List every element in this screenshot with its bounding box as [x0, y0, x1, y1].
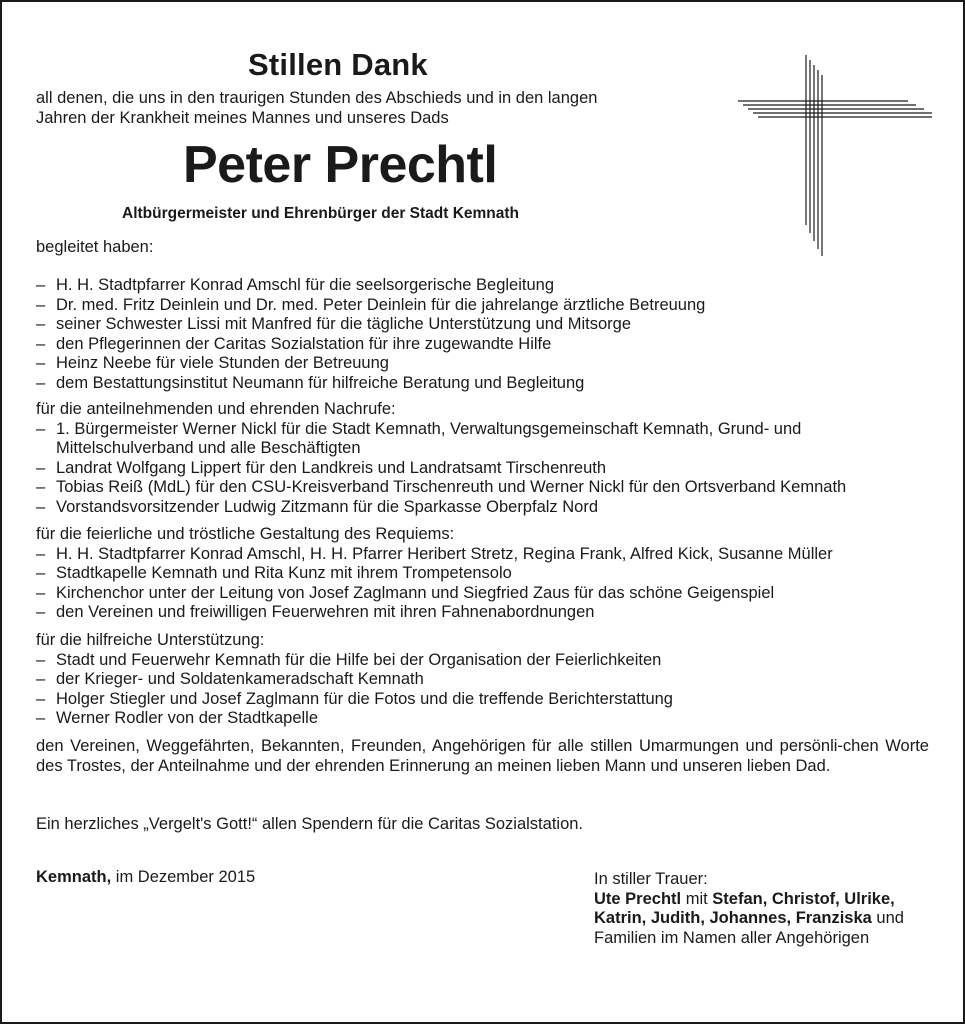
group-2-heading: für die anteilnehmenden und ehrenden Nachrufe:	[36, 400, 396, 418]
list-item-text: der Krieger- und Soldatenkameradschaft Kemnath	[56, 670, 424, 688]
group-3-list	[36, 525, 833, 623]
group-3-heading: für die feierliche und tröstliche Gestaltung des Requiems:	[36, 525, 455, 543]
signature-intro: In stiller Trauer:	[594, 870, 708, 888]
place: Kemnath,	[36, 868, 112, 886]
dash: –	[36, 354, 46, 372]
dash: –	[36, 334, 46, 353]
deceased-name: Peter Prechtl	[183, 136, 498, 194]
donation-section	[36, 815, 583, 835]
list-item-text: Vorstandsvorsitzender Ludwig Zitzmann für die Sparkasse Oberpfalz Nord	[56, 497, 599, 516]
group-4-heading: für die hilfreiche Unterstützung:	[36, 631, 265, 649]
list-item	[36, 709, 673, 729]
and-word: und	[876, 909, 904, 927]
list-item-text: 1. Bürgermeister Werner Nickl für die Stadt Kemnath, Verwaltungsgemeinschaft Kemnath, Grund- und	[56, 419, 802, 438]
dash: –	[36, 419, 46, 438]
intro-text	[36, 88, 597, 128]
list-item-text: Landrat Wolfgang Lippert für den Landkreis und Landratsamt Tirschenreuth	[56, 458, 607, 477]
list-item-text: Tobias Reiß (MdL) für den CSU-Kreisverband Tirschenreuth und Werner Nickl für den Ortsverband Kemnath	[56, 478, 847, 496]
list-item	[36, 545, 833, 565]
group-2-list	[36, 400, 846, 517]
dash: –	[36, 276, 46, 294]
closing-paragraph: den Vereinen, Weggefährten, Bekannten, Freunden, Angehörigen für alle stillen Umarmungen und persönli-chen Worte des Trostes, der Anteilnahme und der ehrenden Erinnerung an meinen lieben Mann und unseren lieben Dad.	[36, 737, 929, 775]
dash: –	[36, 564, 46, 582]
dash: –	[36, 583, 46, 602]
dash: –	[36, 709, 46, 727]
list-item	[36, 584, 833, 604]
list-item	[36, 354, 705, 374]
dash: –	[36, 458, 46, 477]
signature-block	[594, 870, 904, 948]
list-item-text: Mittelschulverband und alle Beschäftigten	[56, 439, 361, 457]
list-item-text: Holger Stiegler und Josef Zaglmann für die Fotos und die treffende Berichterstattung	[56, 689, 673, 708]
list-item	[36, 564, 833, 584]
with-word: mit	[685, 889, 708, 908]
list-item	[36, 478, 846, 498]
list-item-text: den Vereinen und freiwilligen Feuerwehren mit ihren Fahnenabordnungen	[56, 603, 595, 621]
list-item	[36, 276, 705, 296]
cross-icon	[738, 55, 934, 261]
dash: –	[36, 373, 46, 392]
dash: –	[36, 689, 46, 708]
heading: Stillen Dank	[248, 47, 428, 82]
place-date	[36, 868, 255, 888]
list-item-text: H. H. Stadtpfarrer Konrad Amschl für die seelsorgerische Begleitung	[56, 276, 554, 294]
list-item	[36, 296, 705, 316]
list-item-text: Kirchenchor unter der Leitung von Josef Zaglmann und Siegfried Zaus für das schöne Geigenspiel	[56, 583, 775, 602]
dash: –	[36, 650, 46, 669]
closing-section	[36, 737, 929, 776]
group-1-list	[36, 276, 705, 393]
list-item-continuation	[36, 439, 846, 459]
deceased-title: Altbürgermeister und Ehrenbürger der Stadt Kemnath	[122, 205, 520, 222]
list-item	[36, 335, 705, 355]
children-line-2: Katrin, Judith, Johannes, Franziska	[594, 909, 872, 927]
list-item	[36, 459, 846, 479]
list-item-text: dem Bestattungsinstitut Neumann für hilfreiche Beratung und Begleitung	[56, 373, 585, 392]
list-item-text: H. H. Stadtpfarrer Konrad Amschl, H. H. Pfarrer Heribert Stretz, Regina Frank, Alfred Kick, Susanne Müller	[56, 544, 833, 563]
list-item-text: Werner Rodler von der Stadtkapelle	[56, 709, 319, 727]
donation-note: Ein herzliches „Vergelt's Gott!“ allen Spendern für die Caritas Sozialstation.	[36, 815, 584, 833]
list-item-text: Dr. med. Fritz Deinlein und Dr. med. Peter Deinlein für die jahrelange ärztliche Betreuung	[56, 295, 706, 314]
dash: –	[36, 315, 46, 333]
dash: –	[36, 544, 46, 563]
list-item-text: Heinz Neebe für viele Stunden der Betreuung	[56, 354, 389, 372]
accompanied-label	[36, 238, 153, 258]
list-item	[36, 690, 673, 710]
list-item	[36, 420, 846, 440]
list-item	[36, 374, 705, 394]
dash: –	[36, 497, 46, 516]
list-item	[36, 651, 673, 671]
dash: –	[36, 603, 46, 621]
intro-line-2: Jahren der Krankheit meines Mannes und unseres Dads	[36, 109, 449, 127]
intro-line-1: all denen, die uns in den traurigen Stunden des Abschieds und in den langen	[36, 89, 598, 107]
list-item-text: Stadt und Feuerwehr Kemnath für die Hilfe bei der Organisation der Feierlichkeiten	[56, 650, 662, 669]
families-line: Familien im Namen aller Angehörigen	[594, 928, 870, 947]
list-item	[36, 498, 846, 518]
list-item	[36, 315, 705, 335]
list-item-text: seiner Schwester Lissi mit Manfred für die tägliche Unterstützung und Mitsorge	[56, 315, 632, 333]
accompanied-text: begleitet haben:	[36, 238, 154, 256]
list-item	[36, 670, 673, 690]
dash: –	[36, 478, 46, 496]
widow-name: Ute Prechtl	[594, 889, 682, 908]
dash: –	[36, 295, 46, 314]
dash: –	[36, 670, 46, 688]
date: im Dezember 2015	[115, 868, 256, 886]
list-item-text: den Pflegerinnen der Caritas Sozialstation für ihre zugewandte Hilfe	[56, 334, 552, 353]
list-item-text: Stadtkapelle Kemnath und Rita Kunz mit ihrem Trompetensolo	[56, 564, 512, 582]
list-item	[36, 603, 833, 623]
group-4-list	[36, 631, 673, 729]
children-line-1: Stefan, Christof, Ulrike,	[712, 889, 895, 908]
